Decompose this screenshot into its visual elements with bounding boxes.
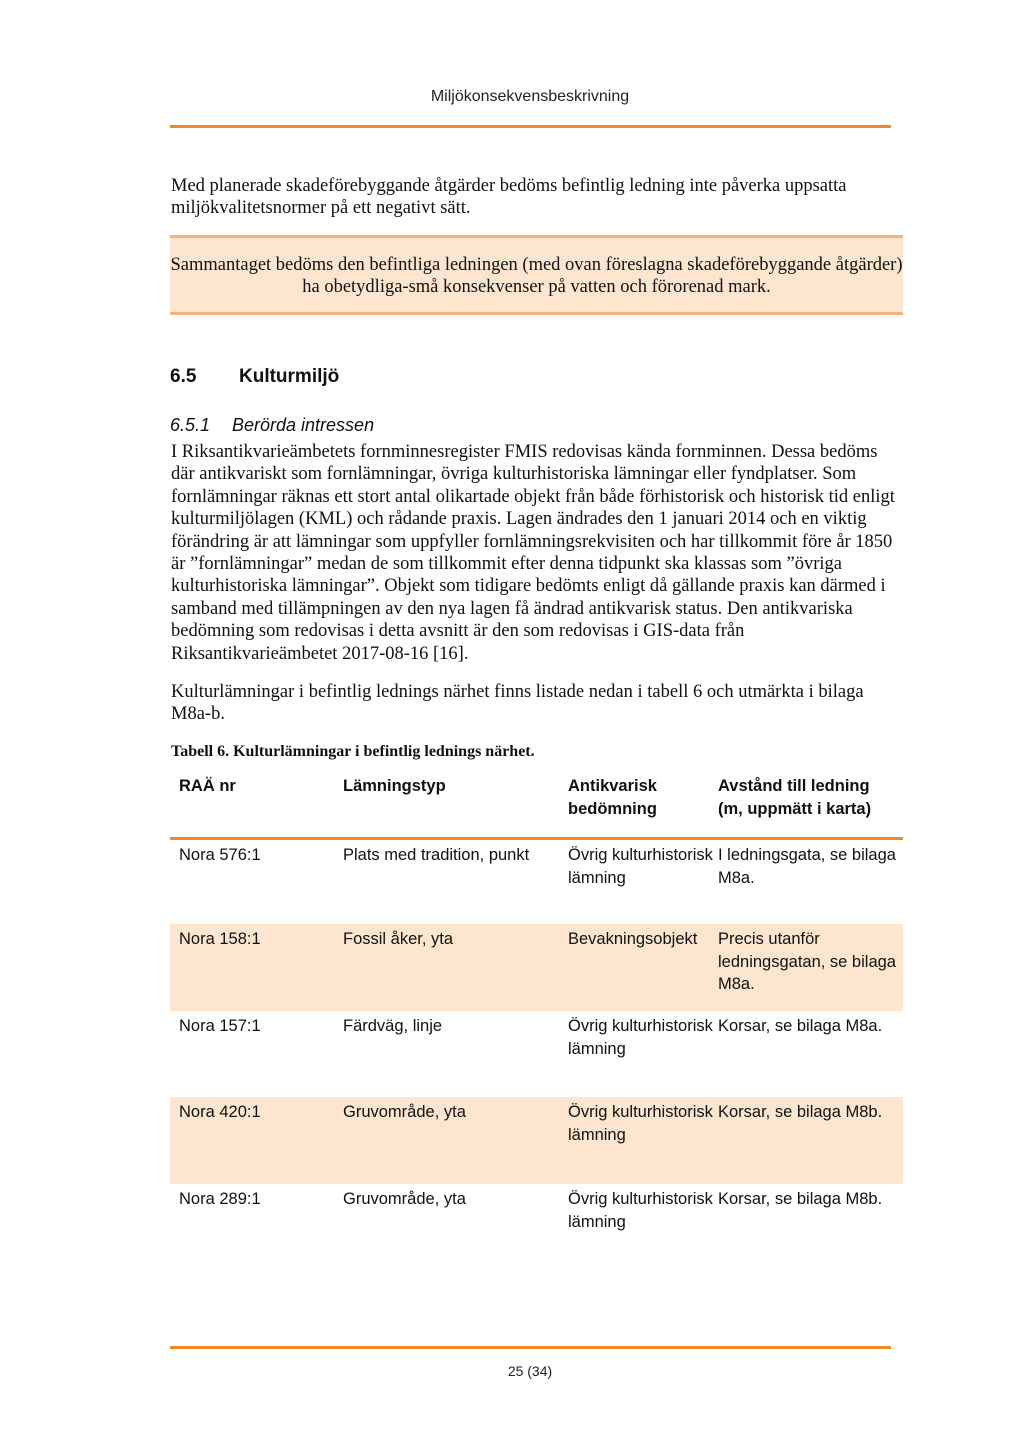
table-row — [170, 1097, 903, 1184]
table-cell: Korsar, se bilaga M8b. — [718, 1103, 883, 1121]
table-header-row — [170, 775, 903, 840]
table-cell: Övrig kulturhistorisk lämning — [568, 846, 713, 887]
section-number: 6.5 — [170, 366, 197, 387]
summary-callout-text: Sammantaget bedöms den befintliga ledningen (med ovan föreslagna skadeförebyggande åtgärder) ha obetydliga-små konsekvenser på vatten och förorenad mark. — [170, 255, 903, 298]
subsection-heading — [170, 415, 374, 436]
table-row — [170, 1011, 903, 1098]
section-heading — [170, 366, 339, 388]
paragraph-table-intro: Kulturlämningar i befintlig lednings närhet finns listade nedan i tabell 6 och utmärkta i bilaga M8a-b. — [171, 682, 864, 725]
table-cell: Övrig kulturhistorisk lämning — [568, 1017, 713, 1058]
table-cell: Fossil åker, yta — [343, 930, 454, 948]
section-title: Kulturmiljö — [239, 366, 340, 387]
table-cell: Övrig kulturhistorisk lämning — [568, 1103, 713, 1144]
paragraph-intro: Med planerade skadeförebyggande åtgärder bedöms befintlig ledning inte påverka uppsatta miljökvalitetsnormer på ett negativt sätt. — [171, 176, 847, 219]
table-row — [170, 1184, 903, 1271]
table-caption: Tabell 6. Kulturlämningar i befintlig lednings närhet. — [171, 743, 535, 760]
summary-callout-box — [170, 235, 903, 315]
table-cell: Korsar, se bilaga M8b. — [718, 1190, 883, 1208]
table-cell: Nora 420:1 — [179, 1103, 261, 1121]
document-header-title: Miljökonsekvensbeskrivning — [430, 88, 630, 105]
table-header-cell: Antikvarisk bedömning — [568, 777, 657, 818]
subsection-title: Berörda intressen — [232, 415, 375, 435]
table-cell: Gruvområde, yta — [343, 1103, 466, 1121]
table-header-cell: Lämningstyp — [343, 777, 446, 795]
table-cell: Bevakningsobjekt — [568, 930, 698, 948]
header-divider — [170, 125, 891, 128]
paragraph-fmis: I Riksantikvarieämbetets fornminnesregister FMIS redovisas kända fornminnen. Dessa bedöms där antikvariskt som fornlämningar, övriga kulturhistoriska lämningar eller fyndplatser. Som fornlämningar räknas ett stort antal olikartade objekt från både förhistorisk och historisk tid enligt kulturmiljölagen (KML) och rådande praxis. Lagen ändrades den 1 januari 2014 och en viktig förändring är att lämningar som uppfyller fornlämningsrekvisiten och har tillkommit före år 1850 är ”fornlämningar” medan de som tillkommit efter denna tidpunkt ska klassas som ”övriga kulturhistoriska lämningar”. Objekt som tidigare bedömts enligt då gällande praxis kan därmed i samband med tillämpningen av den nya lagen få ändrad antikvarisk status. Den antikvariska bedömning som redovisas i detta avsnitt är den som redovisas i GIS-data från Riksantikvarieämbetet 2017-08-16 [16]. — [171, 442, 895, 664]
table-header-cell: RAÄ nr — [179, 777, 236, 795]
table-cell: Nora 158:1 — [179, 930, 261, 948]
table-cell: Nora 289:1 — [179, 1190, 261, 1208]
table-cell: Nora 576:1 — [179, 846, 261, 864]
page-number: 25 (34) — [507, 1363, 553, 1379]
table-row — [170, 840, 903, 927]
table-header-cell: Avstånd till ledning (m, uppmätt i karta) — [718, 777, 872, 818]
table-cell: Övrig kulturhistorisk lämning — [568, 1190, 713, 1231]
table-cell: Precis utanför ledningsgatan, se bilaga M8a. — [718, 930, 896, 993]
subsection-number: 6.5.1 — [170, 415, 211, 435]
table-cell: I ledningsgata, se bilaga M8a. — [718, 846, 896, 887]
table-cell: Gruvområde, yta — [343, 1190, 466, 1208]
table-cell: Färdväg, linje — [343, 1017, 443, 1035]
table-cell: Korsar, se bilaga M8a. — [718, 1017, 883, 1035]
table-row — [170, 924, 903, 1011]
footer-divider — [170, 1346, 891, 1349]
table-cell: Plats med tradition, punkt — [343, 846, 530, 864]
table-cell: Nora 157:1 — [179, 1017, 261, 1035]
